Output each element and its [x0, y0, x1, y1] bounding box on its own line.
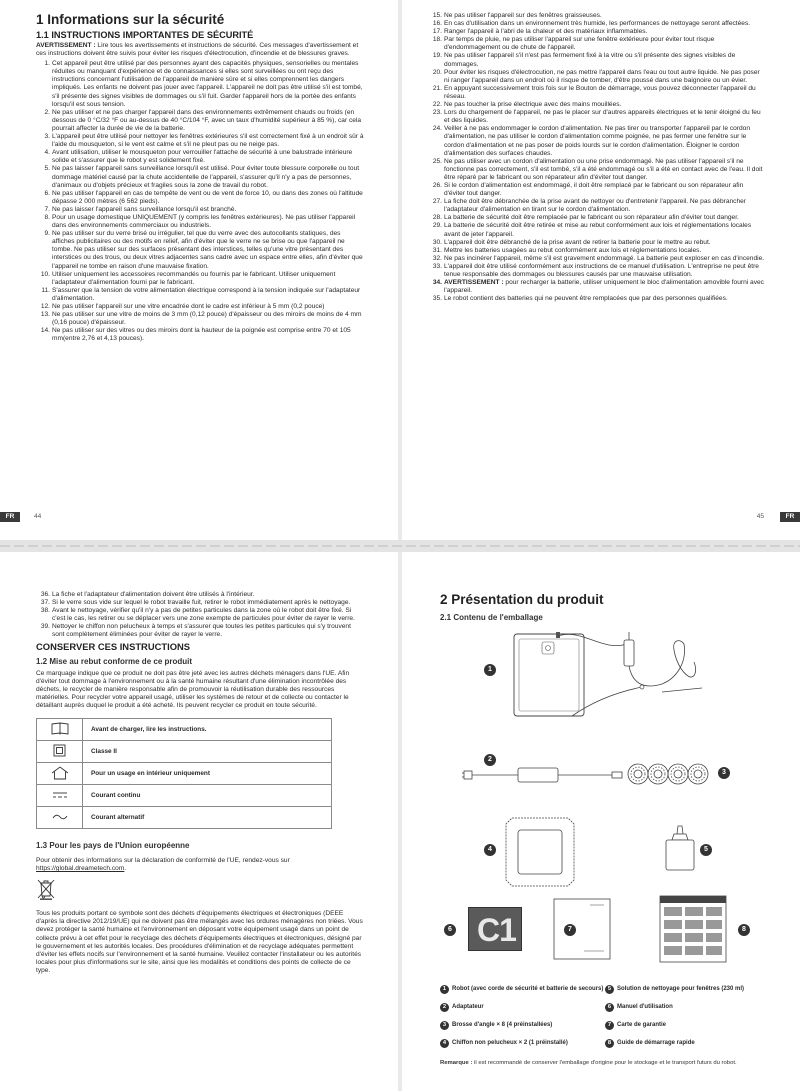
item-text: L'appareil doit être utilisé conformément aux instructions de ce manuel d'utilisation. L'entreprise ne peut être tenue responsable des dommages ou blessures causés par une mauvaise utilisation. — [444, 262, 759, 278]
legend-text: Carte de garantie — [617, 1022, 667, 1028]
item-text: Ne pas laisser l'appareil sans surveillance lorsqu'il est branché. — [52, 205, 237, 213]
safety-item — [428, 239, 766, 247]
item-text: Ne pas utiliser et ne pas charger l'appareil dans des environnements extrêmement chauds ou froids (en dessous de 0 °C/32 °F ou au-dessus de 40 °C/104 °F, avec un taux d'humidité supérieur à 85 %), car cela pourrait affecter la durée de vie de la batterie. — [52, 108, 362, 132]
corner-brushes-illustration — [626, 760, 710, 788]
legend-text: Manuel d'utilisation — [617, 1004, 673, 1010]
item-number: 39. — [40, 623, 50, 631]
item-number: 36. — [40, 591, 50, 598]
item-number: 32. — [432, 254, 442, 262]
item-text: En appuyant successivement trois fois sur le Bouton de démarrage, vous pouvez déconnecter l'appareil du réseau. — [444, 84, 756, 100]
item-text: Utiliser uniquement les accessoires recommandés ou fournis par le fabricant. Utiliser uniquement l'adaptateur d'alimentation fourni par le fabricant. — [52, 270, 336, 286]
safety-item — [428, 101, 766, 109]
page-number: 45 — [756, 513, 764, 520]
item-text: Ne pas incinérer l'appareil, même s'il est gravement endommagé. La batterie peut exploser en cas d'incendie. — [444, 254, 765, 262]
lang-tag: FR — [0, 512, 20, 522]
legend-text: Chiffon non pelucheux × 2 (1 préinstallé) — [452, 1040, 568, 1046]
item-number: 1. — [44, 60, 50, 68]
safety-item — [428, 20, 766, 28]
safety-item — [36, 206, 364, 214]
safety-item — [428, 263, 766, 279]
symbols-table — [36, 718, 332, 829]
safety-item — [36, 149, 364, 165]
item-number: 17. — [432, 28, 442, 36]
item-number: 2. — [44, 108, 50, 116]
item-number: 11. — [41, 286, 50, 294]
warning-text: Lire tous les avertissements et instructions de sécurité. Ces messages d'avertissement et ces instructions doivent être suivis pour éviter les risques d'électrocution, d'incendie et de blessures graves. — [36, 42, 359, 58]
legend-item — [605, 985, 770, 994]
safety-item — [36, 287, 364, 303]
item-number: 23. — [432, 109, 442, 117]
item-text: Ranger l'appareil à l'abri de la chaleur et des matériaux inflammables. — [444, 28, 648, 36]
item-number: 7. — [44, 205, 50, 213]
dreame-link[interactable]: https://global.dreametech.com — [36, 865, 125, 873]
item-number: 6. — [44, 189, 50, 197]
legend-number: 6 — [605, 1003, 614, 1012]
section-subtitle: 1.1 INSTRUCTIONS IMPORTANTES DE SÉCURITÉ — [36, 30, 254, 40]
legend-text: Solution de nettoyage pour fenêtres (230 ml) — [617, 986, 745, 992]
item-number: 30. — [432, 238, 442, 246]
legend-item — [605, 1021, 770, 1030]
item-text: Ne pas utiliser l'appareil en cas de tempête de vent ou de vent de force 10, ou dans des zones où l'altitude dépasse 2 000 mètres (6 562 pieds). — [52, 189, 363, 205]
safety-item — [36, 303, 364, 311]
item-number: 22. — [432, 101, 442, 109]
page-gutter-horizontal — [0, 540, 800, 552]
safety-item — [428, 85, 766, 101]
callout-3: 3 — [718, 767, 730, 779]
item-text: Ne pas utiliser l'appareil sur des fenêtres graisseuses. — [444, 12, 602, 19]
item-text: Ne pas toucher la prise électrique avec des mains mouillées. — [444, 101, 622, 109]
safety-item — [36, 591, 364, 599]
manual-c1-text: C1 — [477, 912, 516, 948]
eu-declaration-text: Pour obtenir des informations sur la déclaration de conformité de l'UE, rendez-vous sur — [36, 857, 290, 865]
item-text: Ne pas utiliser sur une vitre de moins de 3 mm (0,12 pouce) d'épaisseur ou des miroirs de moins de 4 mm (0,16 pouce) d'épaisseur. — [52, 311, 362, 327]
legend-number: 4 — [440, 1039, 449, 1048]
item-text: En cas d'utilisation dans un environnement très humide, les performances de nettoyage seront affectées. — [444, 20, 751, 28]
alternating-current-icon — [52, 813, 68, 821]
page-number: 44 — [34, 513, 42, 520]
symbol-row — [37, 741, 332, 763]
weee-text: Tous les produits portant ce symbole sont des déchets d'équipements électriques et électroniques (DEEE d'après la directive 2012/19/UE) qui ne doivent pas être mélangés avec les ordures ménagères non triées. Vous devez protéger la santé humaine et l'environnement en déposant votre équipement usagé dans un point de collecte prévu à cet effet pour le recyclage des déchets d'équipements électriques et électroniques, désigné par le gouvernement et les autorités locales. Des procédures d'élimination et de recyclage adéquates permettent d'éviter les effets nocifs sur l'environnement et la santé humaine. Veuillez contacter l'installateur ou les autorités locales pour plus d'informations sur le site, ainsi que les modalités et conditions des points de collecte de ce type. — [36, 910, 363, 974]
item-number: 27. — [432, 198, 442, 206]
symbol-label: Courant continu — [83, 785, 332, 807]
item-number: 5. — [44, 165, 50, 173]
item-number: 35. — [432, 295, 442, 303]
legend-text: Brosse d'angle × 8 (4 préinstallées) — [452, 1022, 553, 1028]
warranty-card-illustration — [552, 897, 612, 961]
callout-8: 8 — [738, 924, 750, 936]
item-number: 20. — [432, 68, 442, 76]
item-text: Ne pas utiliser sur du verre brisé ou irrégulier, tel que du verre avec des autocollants statiques, des affiches publicitaires ou des motifs en relief, afin d'éviter que le verre ne se brise ou que l'appareil ne tombe. Ne pas utiliser sur des surfaces présentant des interstices, telles qu'une vitre présentant des interstices ou des trous, ou deux vitres adjacentes sans cadre avec un espace entre elles, afin d'éviter que l'appareil ne tombe en raison d'une mauvaise fixation. — [52, 230, 363, 270]
item-text: S'assurer que la tension de votre alimentation électrique correspond à la tension indiquée sur l'adaptateur d'alimentation. — [52, 286, 361, 302]
symbol-label: Pour un usage en intérieur uniquement — [83, 763, 332, 785]
safety-item — [36, 599, 364, 607]
legend-number: 1 — [440, 985, 449, 994]
page-45 — [402, 0, 800, 540]
callout-5: 5 — [700, 844, 712, 856]
safety-item — [428, 52, 766, 68]
safety-item — [36, 109, 364, 133]
item-number: 21. — [432, 84, 442, 92]
callout-4: 4 — [484, 844, 496, 856]
legend-item — [605, 1003, 770, 1012]
item-text: Si le cordon d'alimentation est endommagé, il doit être remplacé par le fabricant ou son réparateur afin d'éviter tout danger. — [444, 181, 744, 198]
safety-item — [428, 222, 766, 238]
class-ii-icon — [53, 744, 66, 757]
package-legend — [440, 980, 770, 1052]
safety-item — [428, 12, 766, 20]
item-text: La fiche et l'adaptateur d'alimentation doivent être utilisés à l'intérieur. — [52, 591, 255, 598]
safety-item — [36, 623, 364, 639]
quick-start-guide-illustration — [658, 894, 728, 964]
remark-text: il est recommandé de conserver l'emballage d'origine pour le stockage et le transport futurs du robot. — [472, 1060, 737, 1066]
item-text: Le robot contient des batteries qui ne peuvent être remplacées que par des personnes qualifiées. — [444, 295, 728, 303]
page-46 — [0, 552, 398, 1091]
item-text: Ne pas laisser l'appareil sans surveillance lorsqu'il est utilisé. Pour éviter toute blessure corporelle ou tout dommage matériel causé par la chute accidentelle de l'appareil, s'assurer qu'il n'y a pas de personnes, d'animaux ou d'objets précieux et fragiles sous la zone de travail du robot. — [52, 165, 360, 189]
item-text: Veiller à ne pas endommager le cordon d'alimentation. Ne pas tirer ou transporter l'appareil par le cordon d'alimentation, ne pas utiliser le cordon d'alimentation comme poignée, ne pas fermer une fenêtre sur le cordon d'alimentation et ne pas poser de poids lourds sur le cordon d'alimentation. Éloigner le cordon d'alimentation des surfaces chaudes. — [444, 125, 751, 157]
item-number: 19. — [432, 52, 442, 60]
warning-label: AVERTISSEMENT : — [36, 42, 96, 49]
item-number: 25. — [432, 157, 442, 165]
legend-number: 8 — [605, 1039, 614, 1048]
symbol-row — [37, 763, 332, 785]
safety-item — [428, 125, 766, 157]
item-number: 16. — [432, 20, 442, 28]
safety-item — [36, 311, 364, 327]
safety-item — [428, 109, 766, 125]
item-lead: AVERTISSEMENT : — [444, 279, 504, 287]
item-text: L'appareil doit être débranché de la prise avant de retirer la batterie pour le mettre au rebut. — [444, 238, 711, 246]
weee-bin-icon — [36, 878, 56, 900]
symbol-row — [37, 807, 332, 829]
indoor-house-icon — [51, 766, 69, 780]
direct-current-icon — [52, 791, 68, 799]
callout-7: 7 — [564, 924, 576, 936]
item-number: 18. — [432, 36, 442, 44]
symbol-label: Courant alternatif — [83, 807, 332, 829]
legend-item — [440, 1003, 605, 1012]
lang-tag: FR — [780, 512, 800, 522]
item-number: 8. — [44, 213, 50, 221]
safety-item — [428, 158, 766, 182]
item-text: pour recharger la batterie, utiliser uniquement le bloc d'alimentation amovible fourni avec l'appareil. — [444, 279, 764, 295]
callout-2: 2 — [484, 754, 496, 766]
legend-text: Guide de démarrage rapide — [617, 1040, 695, 1046]
item-number: 24. — [432, 125, 442, 133]
manual-illustration — [468, 907, 522, 951]
item-text: Ne pas utiliser l'appareil sur une vitre encadrée dont le cadre est inférieur à 5 mm (0,2 pouce) — [52, 303, 325, 310]
legend-text: Adaptateur — [452, 1004, 484, 1010]
item-text: Avant le nettoyage, vérifier qu'il n'y a pas de petites particules dans la zone où le robot doit être fixé. Si c'est le cas, les retirer ou se déplacer vers une zone exempte de particules pour éviter de rayer le verre. — [52, 607, 355, 623]
period: . — [124, 865, 127, 873]
safety-item — [428, 279, 766, 295]
item-text: Lors du chargement de l'appareil, ne pas le placer sur d'autres appareils électriques et le tenir éloigné du feu et des liquides. — [444, 109, 761, 125]
item-number: 9. — [44, 230, 50, 238]
item-number: 3. — [44, 133, 50, 141]
conserve-heading: CONSERVER CES INSTRUCTIONS — [36, 640, 191, 652]
item-text: La fiche doit être débranchée de la prise avant de nettoyer ou d'entretenir l'appareil. Ne pas débrancher l'adaptateur d'alimentation en tirant sur le cordon d'alimentation. — [444, 198, 746, 214]
item-number: 26. — [432, 181, 442, 189]
safety-item — [36, 190, 364, 206]
safety-item — [36, 60, 364, 109]
section-1-2-title: 1.2 Mise au rebut conforme de ce produit — [36, 656, 193, 666]
safety-item — [428, 198, 766, 214]
safety-item — [36, 607, 364, 623]
item-number: 37. — [40, 599, 50, 607]
item-text: Ne pas utiliser l'appareil s'il n'est pas fermement fixé à la vitre ou s'il présente des signes visibles de dommages. — [444, 52, 736, 68]
item-text: Ne pas utiliser sur des vitres ou des miroirs dont la hauteur de la poignée est comprise entre 70 et 105 mm(entre 2,76 et 4,13 pouces). — [52, 327, 351, 343]
legend-item — [440, 985, 605, 994]
legend-number: 5 — [605, 985, 614, 994]
item-text: Mettre les batteries usagées au rebut conformément aux lois et réglementations locales. — [444, 246, 702, 254]
legend-number: 2 — [440, 1003, 449, 1012]
item-text: La batterie de sécurité doit être remplacée par le fabricant ou son réparateur afin d'éviter tout danger. — [444, 214, 739, 222]
safety-item — [36, 133, 364, 149]
safety-item — [428, 69, 766, 85]
section-2-1-title: 2.1 Contenu de l'emballage — [440, 613, 543, 622]
item-text: Pour un usage domestique UNIQUEMENT (y compris les fenêtres extérieures). Ne pas utiliser l'appareil dans des environnements commerciaux ou industriels. — [52, 213, 356, 230]
symbol-label: Avant de charger, lire les instructions. — [83, 719, 332, 741]
safety-item — [428, 36, 766, 52]
item-text: Ne pas utiliser avec un cordon d'alimentation ou une prise endommagé. Ne pas utiliser l'appareil s'il ne fonctionne pas correctement, s'il est tombé, s'il a été endommagé ou s'il a été en contact avec de l'eau. Il doit être réparé par le fabricant ou son réparateur afin d'éviter tout danger. — [444, 157, 763, 181]
item-number: 38. — [40, 607, 50, 615]
remark-note — [440, 1060, 770, 1068]
symbol-label: Classe II — [83, 741, 332, 763]
symbol-row — [37, 785, 332, 807]
safety-list — [428, 12, 766, 303]
section-1-3-text — [36, 857, 364, 873]
page-44 — [0, 0, 398, 540]
safety-item — [428, 182, 766, 198]
item-text: L'appareil peut être utilisé pour nettoyer les fenêtres extérieures s'il est correctement fixé à un endroit sûr à l'aide du mousqueton, si le vent est calme et s'il ne pleut pas ou ne neige pas. — [52, 133, 364, 149]
legend-text: Robot (avec corde de sécurité et batterie de secours) — [452, 986, 604, 992]
legend-item — [440, 1039, 605, 1048]
page-47 — [402, 552, 800, 1091]
item-number: 28. — [432, 214, 442, 222]
item-text: Cet appareil peut être utilisé par des personnes ayant des capacités physiques, sensorielles ou mentales réduites ou manquant d'expérience et de connaissances si elles sont surveillées ou ont reçu des instructions concernant l'utilisation de l'appareil de manière sûre et si elles comprennent les dangers impliqués. Les enfants ne doivent pas jouer avec l'appareil. L'appareil ne doit pas être utilisé s'il est tombé, s'il présente des signes visibles de dommages ou s'il fuit. Garder l'appareil hors de la portée des enfants lorsqu'il est sous tension. — [52, 60, 363, 108]
symbol-row — [37, 719, 332, 741]
item-number: 29. — [432, 222, 442, 230]
safety-item — [36, 165, 364, 189]
item-number: 33. — [432, 262, 442, 270]
safety-list — [36, 60, 364, 343]
safety-item — [36, 214, 364, 230]
safety-item — [428, 255, 766, 263]
legend-item — [605, 1039, 770, 1048]
safety-item — [428, 247, 766, 255]
item-text: La batterie de sécurité doit être retirée et mise au rebut conformément aux lois et réglementations locales avant de jeter l'appareil. — [444, 222, 752, 238]
book-icon — [51, 722, 69, 735]
item-text: Par temps de pluie, ne pas utiliser l'appareil sur une fenêtre extérieure pour éviter tout risque d'endommagement ou de chute de l'appareil. — [444, 36, 715, 52]
legend-item — [440, 1021, 605, 1030]
safety-item — [36, 327, 364, 343]
item-number: 13. — [40, 311, 50, 319]
cloth-illustration — [502, 814, 578, 890]
item-number: 10. — [40, 270, 50, 278]
safety-list — [36, 591, 364, 640]
safety-item — [428, 214, 766, 222]
robot-illustration — [512, 632, 712, 722]
item-text: Pour éviter les risques d'électrocution, ne pas mettre l'appareil dans l'eau ou tout autre liquide. Ne pas poser ni ranger l'appareil dans un endroit où il risque de tomber, d'être poussé dans une baignoire ou un évier. — [444, 68, 760, 84]
legend-number: 7 — [605, 1021, 614, 1030]
cleaning-solution-illustration — [662, 824, 698, 872]
item-text: Avant utilisation, utiliser le mousqueton pour verrouiller l'attache de sécurité à une balustrade intérieure solide et s'assurer que le robot y est solidement fixé. — [52, 149, 353, 165]
item-text: Si le verre sous vide sur lequel le robot travaille fuit, retirer le robot immédiatement après le nettoyage. — [52, 599, 351, 607]
safety-item — [428, 28, 766, 36]
safety-item — [428, 295, 766, 303]
callout-1: 1 — [484, 664, 496, 676]
page-title: 1 Informations sur la sécurité — [36, 12, 225, 27]
adapter-illustration — [462, 762, 632, 788]
item-number: 15. — [432, 12, 442, 19]
safety-item — [36, 271, 364, 287]
item-text: Nettoyer le chiffon non pelucheux à temps et s'assurer que toutes les petites particules qui s'y trouvent sont complètement éliminées pour éviter de rayer le verre. — [52, 623, 351, 639]
callout-6: 6 — [444, 924, 456, 936]
page-title: 2 Présentation du produit — [440, 592, 604, 607]
item-number: 14. — [40, 327, 50, 335]
remark-label: Remarque : — [440, 1060, 473, 1066]
section-1-2-text: Ce marquage indique que ce produit ne doit pas être jeté avec les autres déchets ménagers dans l'UE. Afin d'éviter tout dommage à l'environnement ou à la santé humaine résultant d'une élimination incontrôlée des déchets, le recycler de manière responsable afin de promouvoir la réutilisation durable des ressources matérielles. Pour recycler votre appareil usagé, utiliser les systèmes de retour et de collecte ou contacter le détaillant auprès duquel le produit a été acheté. Ils peuvent recycler ce produit en toute sécurité. — [36, 669, 350, 709]
legend-number: 3 — [440, 1021, 449, 1030]
item-number: 12. — [40, 303, 50, 310]
safety-item — [36, 230, 364, 270]
item-number: 4. — [44, 149, 50, 157]
warning-paragraph — [36, 42, 364, 58]
section-1-3-title: 1.3 Pour les pays de l'Union européenne — [36, 841, 190, 851]
item-number: 34. — [432, 279, 442, 287]
item-number: 31. — [432, 246, 442, 254]
